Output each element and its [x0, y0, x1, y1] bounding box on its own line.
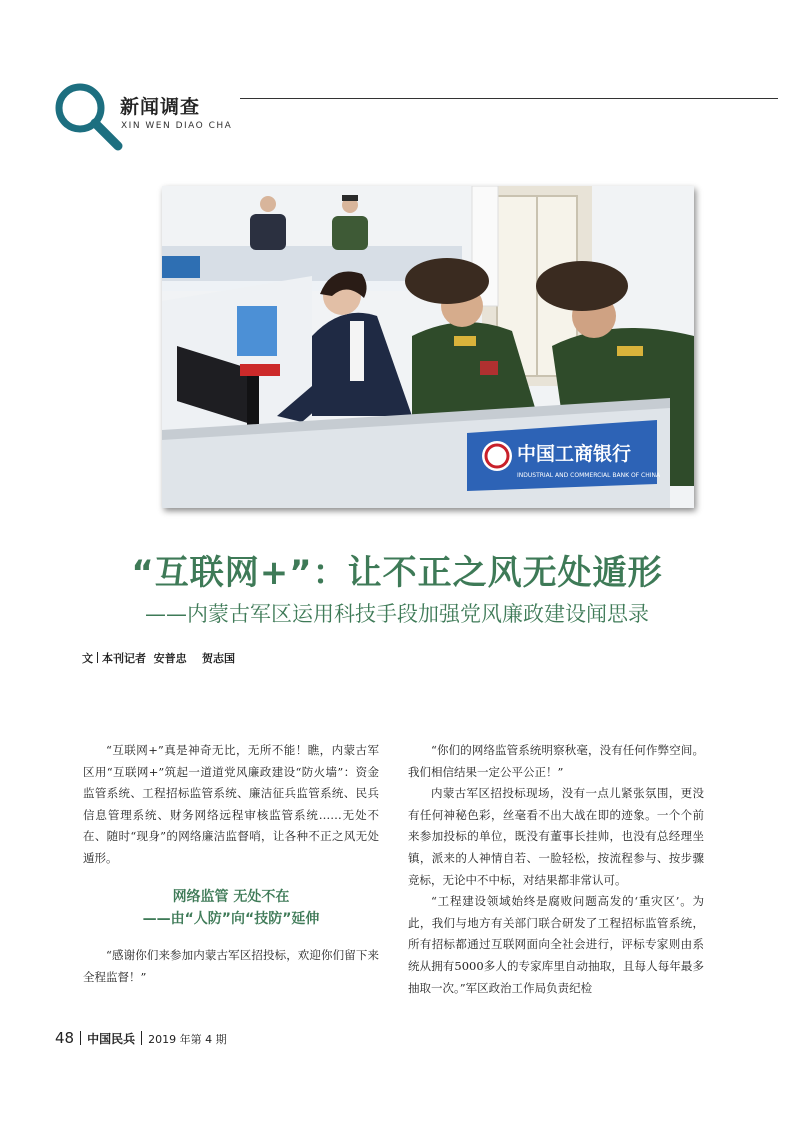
right-paragraph-3: “工程建设领域始终是腐败问题高发的‘重灾区’。为此，我们与地方有关部门联合研发了工程招标监管系统，所有招标都通过互联网面向全社会进行，评标专家则由系统从拥有5000多人的专家库里自动抽取，且每人每年最多抽取一次。”军区政治工作局负责纪检 — [408, 894, 704, 995]
byline-prefix: 文 — [82, 652, 93, 665]
left-paragraph-1: “互联网+”真是神奇无比，无所不能！瞧，内蒙古军区用“互联网+”筑起一道道党风廉政建设“防火墙”：资金监管系统、工程招标监管系统、廉洁征兵监管系统、民兵信息管理系统、财务网络远程审核监管系统……无处不在、随时“现身”的网络廉洁监督哨，让各种不正之风无处遁形。 — [83, 743, 379, 865]
photo-illustration — [162, 186, 694, 508]
section-title: 新闻调查 — [120, 96, 201, 118]
byline-authors: 本刊记者 安普忠 贺志国 — [102, 652, 235, 665]
section-heading-line-2: ——由“人防”向“技防”延伸 — [142, 911, 320, 927]
header-rule — [240, 98, 778, 99]
byline-divider — [97, 652, 98, 663]
section-heading — [83, 886, 379, 930]
bank-sign-text: 中国工商银行 — [517, 443, 632, 465]
article-title: “互联网+”：让不正之风无处遁形 — [131, 553, 663, 593]
page-number: 48 — [55, 1029, 75, 1047]
section-pinyin: XIN WEN DIAO CHA — [121, 121, 233, 131]
left-column-quote — [83, 945, 379, 988]
left-paragraph-2: “感谢你们来参加内蒙古军区招投标，欢迎你们留下来全程监督！” — [83, 948, 379, 984]
footer-divider — [80, 1031, 81, 1045]
article-subtitle: ——内蒙古军区运用科技手段加强党风廉政建设闻思录 — [145, 602, 649, 626]
article-photo — [162, 186, 694, 508]
right-paragraph-1: “你们的网络监管系统明察秋毫，没有任何作弊空间。我们相信结果一定公平公正！” — [408, 743, 704, 779]
magazine-name: 中国民兵 — [87, 1032, 136, 1046]
magnifier-icon — [52, 80, 126, 154]
section-heading-line-1: 网络监管 无处不在 — [172, 889, 290, 905]
bank-sign-text-en: INDUSTRIAL AND COMMERCIAL BANK OF CHINA — [517, 472, 661, 479]
byline — [82, 650, 235, 666]
footer-divider-2 — [141, 1031, 142, 1045]
right-paragraph-2: 内蒙古军区招投标现场，没有一点儿紧张氛围，更没有任何神秘色彩，丝毫看不出大战在即的迹象。一个个前来参加投标的单位，既没有董事长挂帅，也没有总经理坐镇，派来的人神情自若、一脸轻松，按流程参与、按步骤竞标，无论中不中标，对结果都非常认可。 — [408, 786, 704, 887]
left-column-intro — [83, 740, 379, 870]
issue-label: 2019 年第 4 期 — [148, 1033, 227, 1046]
page-footer — [55, 1028, 227, 1047]
right-column — [408, 740, 704, 999]
